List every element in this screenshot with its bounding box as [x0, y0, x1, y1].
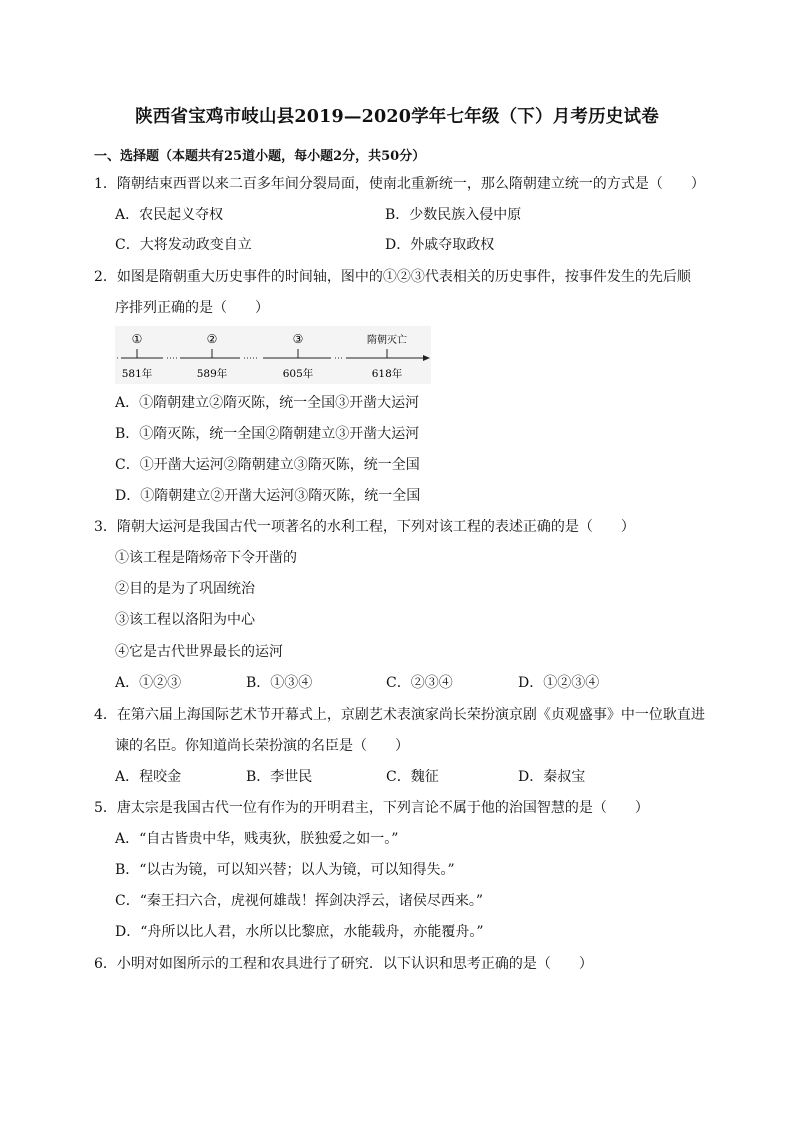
timeline-marker-2: ② [206, 332, 218, 346]
timeline-marker-1: ① [131, 332, 143, 346]
q6-stem: 6．小明对如图所示的工程和农具进行了研究．以下认识和思考正确的是（ ） [94, 956, 593, 972]
q4-option-c: C．魏征 [386, 769, 439, 785]
timeline-year-3: 605年 [282, 368, 314, 380]
q2-option-d: D．①隋朝建立②开凿大运河③隋灭陈，统一全国 [115, 488, 421, 504]
q3-option-a: A．①②③ [115, 675, 182, 691]
q3-stem: 3．隋朝大运河是我国古代一项著名的水利工程，下列对该工程的表述正确的是（ ） [94, 519, 635, 535]
timeline-year-2: 589年 [196, 368, 228, 380]
q2-stem-line1: 2．如图是隋朝重大历史事件的时间轴，图中的①②③代表相关的历史事件，按事件发生的先后顺 [94, 269, 691, 285]
q2-option-c: C．①开凿大运河②隋朝建立③隋灭陈，统一全国 [115, 457, 420, 473]
q3-option-d: D．①②③④ [518, 675, 600, 691]
q1-option-c: C．大将发动政变自立 [115, 237, 252, 253]
q4-option-a: A．程咬金 [115, 769, 182, 785]
q3-statement-3: ③该工程以洛阳为中心 [115, 612, 255, 628]
q1-option-d: D．外戚夺取政权 [385, 237, 495, 253]
timeline-year-1: 581年 [121, 368, 153, 380]
section-heading: 一、选择题（本题共有25道小题，每小题2分，共50分） [94, 149, 426, 164]
sui-timeline-figure [115, 326, 431, 384]
timeline-year-4: 618年 [371, 368, 403, 380]
q5-stem: 5．唐太宗是我国古代一位有作为的开明君主，下列言论不属于他的治国智慧的是（ ） [94, 800, 649, 816]
timeline-marker-4: 隋朝灭亡 [367, 335, 407, 346]
q5-option-a: A．“自古皆贵中华，贱夷狄，朕独爱之如一。” [115, 831, 399, 847]
q3-statement-1: ①该工程是隋炀帝下令开凿的 [115, 550, 297, 566]
exam-title: 陕西省宝鸡市岐山县2019—2020学年七年级（下）月考历史试卷 [135, 107, 659, 127]
q2-option-b: B．①隋灭陈，统一全国②隋朝建立③开凿大运河 [115, 426, 420, 442]
q4-option-b: B．李世民 [246, 769, 313, 785]
q4-stem-line1: 4．在第六届上海国际艺术节开幕式上，京剧艺术表演家尚长荣扮演京剧《贞观盛事》中一位耿直进 [94, 707, 705, 723]
q1-option-b: B．少数民族入侵中原 [385, 207, 522, 223]
q3-statement-2: ②目的是为了巩固统治 [115, 581, 255, 597]
q4-option-d: D．秦叔宝 [518, 769, 586, 785]
q2-option-a: A．①隋朝建立②隋灭陈，统一全国③开凿大运河 [115, 395, 420, 411]
q1-stem: 1．隋朝结束西晋以来二百多年间分裂局面，使南北重新统一，那么隋朝建立统一的方式是（ ） [94, 176, 705, 192]
q3-option-c: C．②③④ [386, 675, 453, 691]
q4-stem-line2: 谏的名臣。你知道尚长荣扮演的名臣是（ ） [115, 738, 409, 754]
q3-option-b: B．①③④ [246, 675, 313, 691]
q5-option-d: D．“舟所以比人君，水所以比黎庶，水能载舟，亦能覆舟。” [115, 924, 484, 940]
timeline-marker-3: ③ [292, 332, 304, 346]
q5-option-b: B．“以古为镜，可以知兴替；以人为镜，可以知得失。” [115, 862, 455, 878]
q5-option-c: C．“秦王扫六合，虎视何雄哉！挥剑决浮云，诸侯尽西来。” [115, 893, 484, 909]
q2-stem-line2: 序排列正确的是（ ） [115, 300, 269, 316]
q1-option-a: A．农民起义夺权 [115, 207, 224, 223]
q3-statement-4: ④它是古代世界最长的运河 [115, 644, 283, 660]
